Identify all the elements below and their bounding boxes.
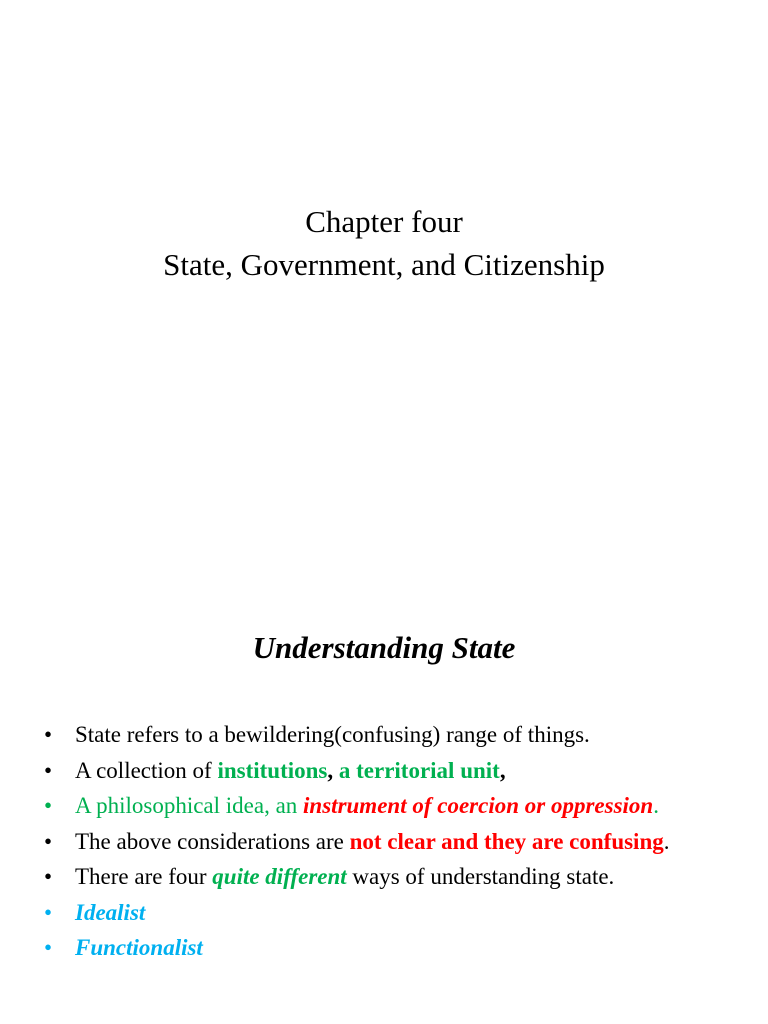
bullet-item xyxy=(0,826,768,858)
slide-understanding-state xyxy=(0,576,768,1024)
bullet-text: A collection of xyxy=(75,757,218,783)
highlight-territorial-unit: a territorial unit xyxy=(338,757,500,783)
bullet-text-comma: , xyxy=(499,757,506,783)
bullet-text: The above considerations are xyxy=(75,828,350,854)
bullet-item xyxy=(0,932,768,964)
chapter-title xyxy=(0,200,768,286)
bullet-dot-icon: • xyxy=(44,828,53,854)
bullet-text: A philosophical idea, an xyxy=(75,793,304,818)
bullet-idealist: Idealist xyxy=(75,899,146,925)
bullet-text: There are four xyxy=(75,864,213,889)
bullet-dot-icon: • xyxy=(44,864,53,889)
bullet-item xyxy=(0,861,768,893)
bullet-text-comma: , xyxy=(327,757,339,783)
slide-heading: Understanding State xyxy=(252,630,516,665)
bullet-item xyxy=(0,897,768,929)
bullet-item xyxy=(0,790,768,822)
highlight-quite-different: quite different xyxy=(212,864,347,889)
bullet-dot-icon: • xyxy=(44,722,53,747)
highlight-not-clear: not clear and they are confusing xyxy=(349,828,664,854)
bullet-text-period: . xyxy=(653,793,659,818)
bullet-functionalist: Functionalist xyxy=(75,935,203,960)
bullet-item xyxy=(0,719,768,751)
bullet-list xyxy=(0,719,768,968)
bullet-dot-icon: • xyxy=(44,935,53,960)
bullet-text: ways of understanding state. xyxy=(346,864,615,889)
bullet-dot-icon: • xyxy=(44,899,53,925)
bullet-dot-icon: • xyxy=(44,757,53,783)
bullet-text-period: . xyxy=(663,828,670,854)
bullet-text: State refers to a bewildering(confusing) range of things. xyxy=(75,722,590,747)
highlight-instrument-of-coercion: instrument of coercion or oppression xyxy=(303,793,654,818)
bullet-dot-icon: • xyxy=(44,793,53,818)
chapter-title-line-1: Chapter four xyxy=(305,204,463,239)
highlight-institutions: institutions xyxy=(217,757,328,783)
bullet-item xyxy=(0,755,768,787)
chapter-title-line-2: State, Government, and Citizenship xyxy=(163,247,605,282)
